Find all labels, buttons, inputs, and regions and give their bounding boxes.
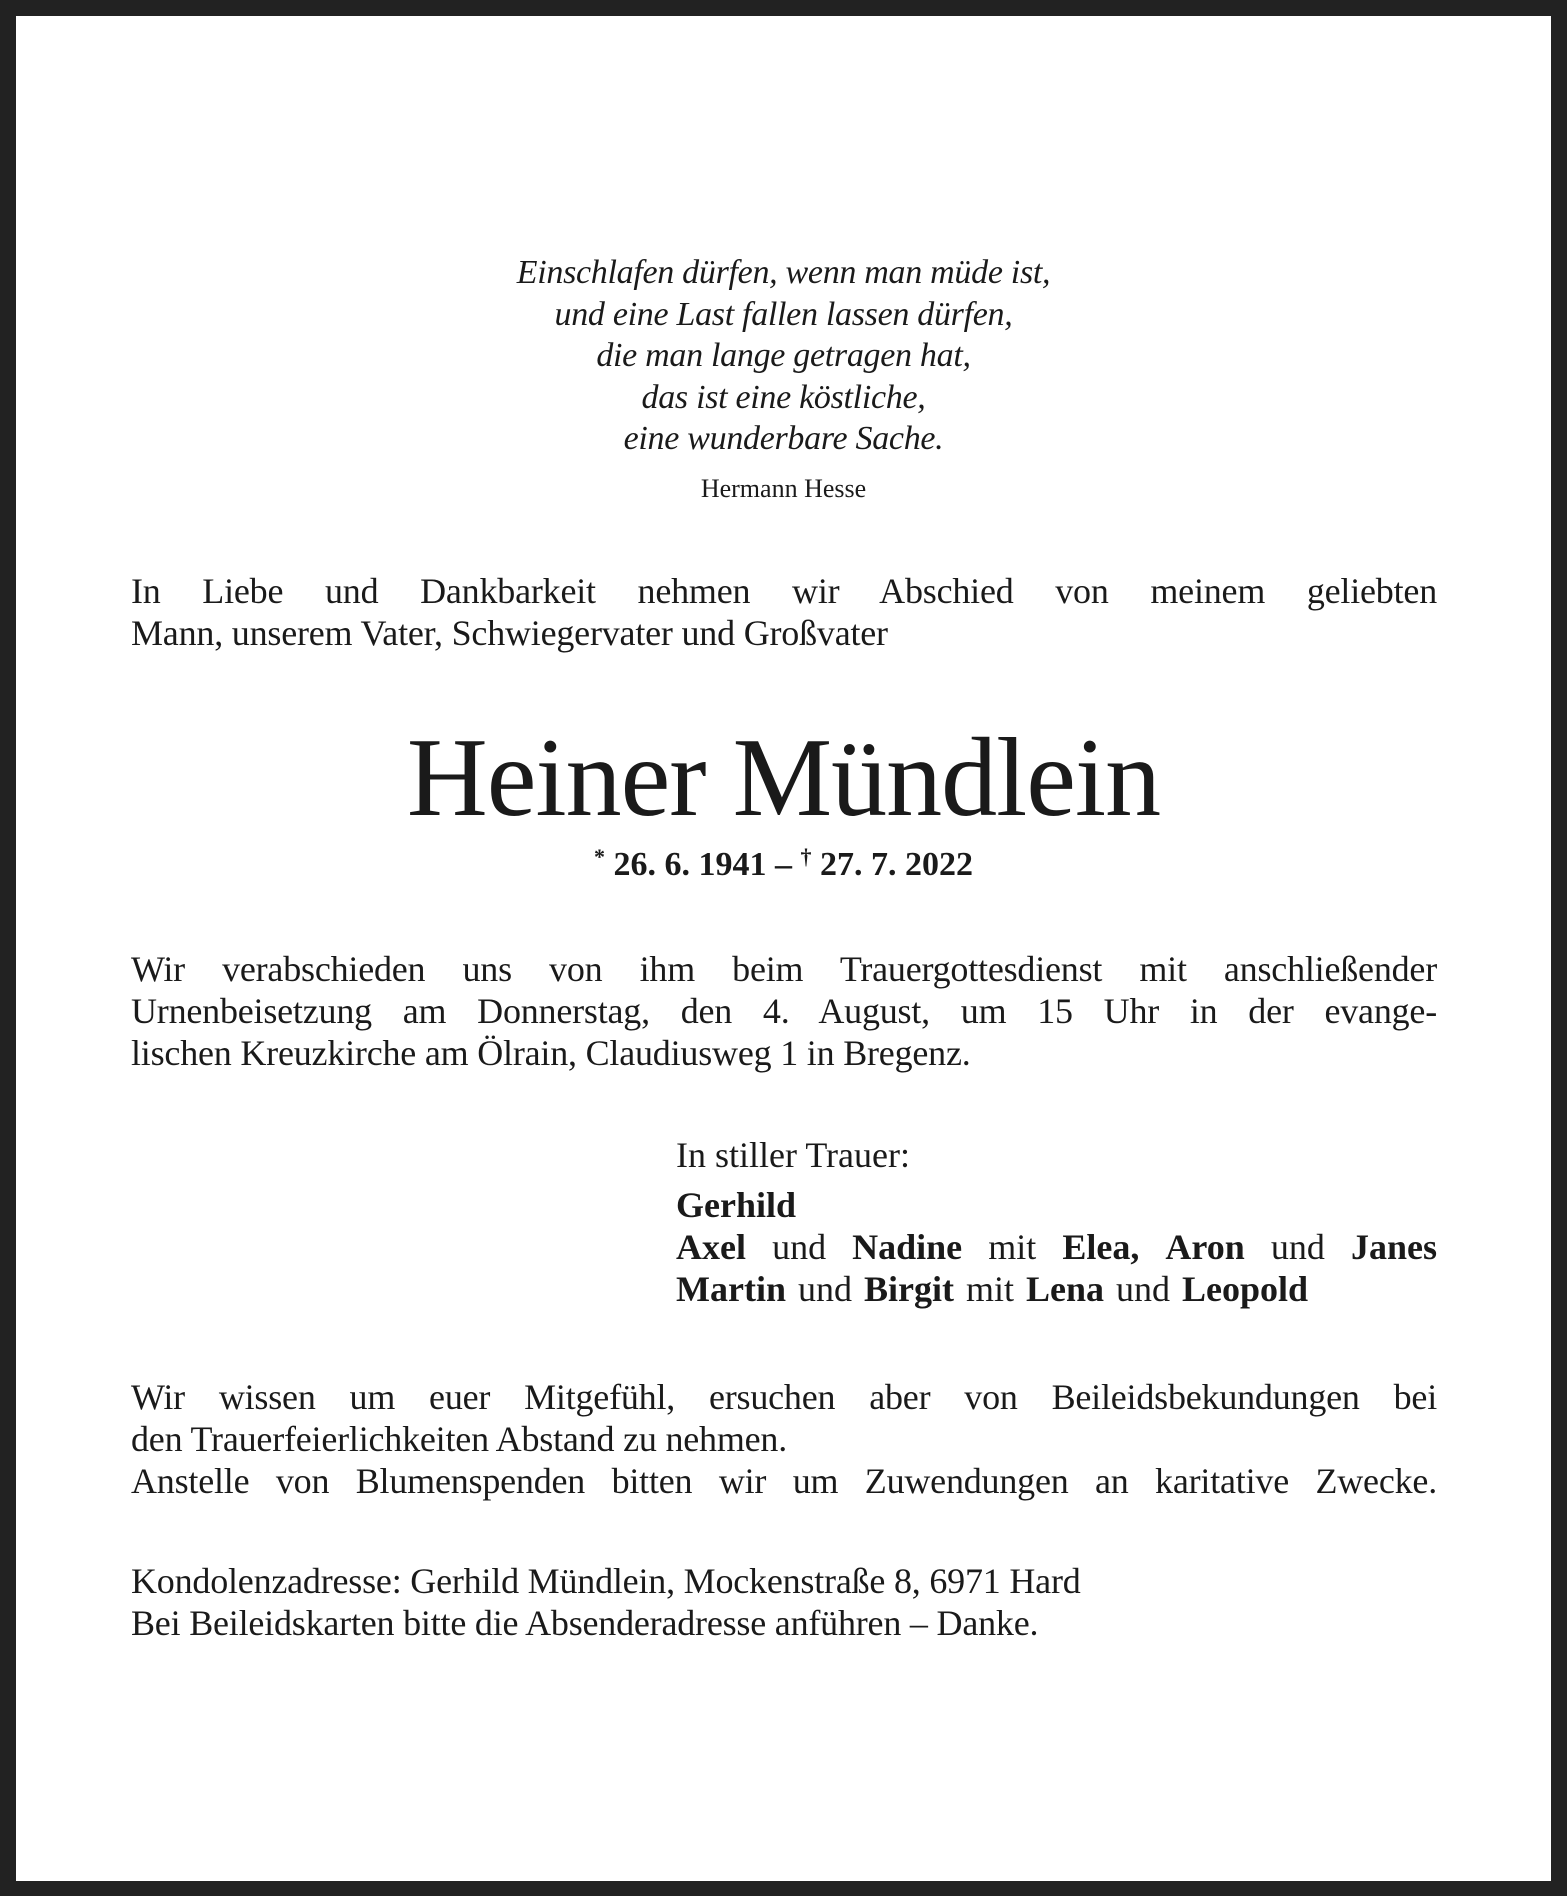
quote-line: Einschlafen dürfen, wenn man müde ist, xyxy=(516,254,1051,291)
mourner-name: Aron xyxy=(1165,1227,1245,1267)
notice-paragraph xyxy=(131,1376,1437,1502)
connector-word: und xyxy=(797,1269,852,1309)
connector-word: mit xyxy=(988,1227,1037,1267)
quote-line: die man lange getragen hat, xyxy=(596,337,971,374)
mourner-name: Janes xyxy=(1350,1227,1437,1267)
mourner-name: Birgit xyxy=(863,1269,954,1309)
mourners-block xyxy=(676,1134,1437,1310)
quote-line: und eine Last fallen lassen dürfen, xyxy=(554,295,1013,333)
hesse-quote xyxy=(0,252,1567,460)
mourner-name: Gerhild xyxy=(676,1185,797,1225)
connector-word: und xyxy=(1270,1227,1325,1267)
death-date: 27. 7. 2022 xyxy=(820,846,973,883)
birth-symbol: * xyxy=(594,844,605,869)
mourner-name: Elea, xyxy=(1062,1227,1140,1267)
death-symbol: † xyxy=(800,844,812,869)
quote-line: eine wunderbare Sache. xyxy=(623,420,944,457)
service-line: Wir verabschieden uns von ihm beim Trauergottesdienst mit anschließender xyxy=(131,949,1437,989)
mourner-name: Nadine xyxy=(852,1227,963,1267)
address-line: Kondolenzadresse: Gerhild Mündlein, Mockenstraße 8, 6971 Hard xyxy=(131,1561,1081,1601)
notice-line: den Trauerfeierlichkeiten Abstand zu nehmen. xyxy=(131,1419,788,1459)
address-line: Bei Beileidskarten bitte die Absenderadresse anführen – Danke. xyxy=(131,1603,1039,1643)
connector-word: mit xyxy=(965,1269,1014,1309)
intro-line: In Liebe und Dankbarkeit nehmen wir Abschied von meinem geliebten xyxy=(131,571,1437,611)
mourner-row xyxy=(676,1268,1437,1310)
mourners-heading: In stiller Trauer: xyxy=(676,1135,910,1175)
connector-word: und xyxy=(1115,1269,1170,1309)
quote-line: das ist eine köstliche, xyxy=(641,378,926,416)
notice-line: Anstelle von Blumenspenden bitten wir um Zuwendungen an karitative Zwecke. xyxy=(131,1461,1437,1501)
service-line: Urnenbeisetzung am Donnerstag, den 4. August, um 15 Uhr in der evange- xyxy=(131,991,1437,1031)
mourner-name: Martin xyxy=(676,1269,786,1309)
mourner-name: Lena xyxy=(1025,1269,1104,1309)
birth-date: 26. 6. 1941 xyxy=(613,846,767,883)
deceased-name: Heiner Mündlein xyxy=(406,716,1161,840)
quote-author: Hermann Hesse xyxy=(700,474,867,503)
condolence-address xyxy=(131,1560,1437,1644)
mourner-name: Axel xyxy=(676,1227,746,1267)
life-dates xyxy=(0,846,1567,884)
intro-line: Mann, unserem Vater, Schwiegervater und Großvater xyxy=(131,613,888,653)
intro-paragraph xyxy=(131,570,1437,654)
service-paragraph xyxy=(131,948,1437,1074)
mourner-row xyxy=(676,1226,1437,1268)
service-line: lischen Kreuzkirche am Ölrain, Claudiusweg 1 in Bregenz. xyxy=(131,1033,971,1073)
mourner-name: Leopold xyxy=(1181,1269,1309,1309)
date-dash: – xyxy=(775,846,792,883)
notice-line: Wir wissen um euer Mitgefühl, ersuchen aber von Beileidsbekundungen bei xyxy=(131,1377,1437,1417)
connector-word: und xyxy=(772,1227,827,1267)
